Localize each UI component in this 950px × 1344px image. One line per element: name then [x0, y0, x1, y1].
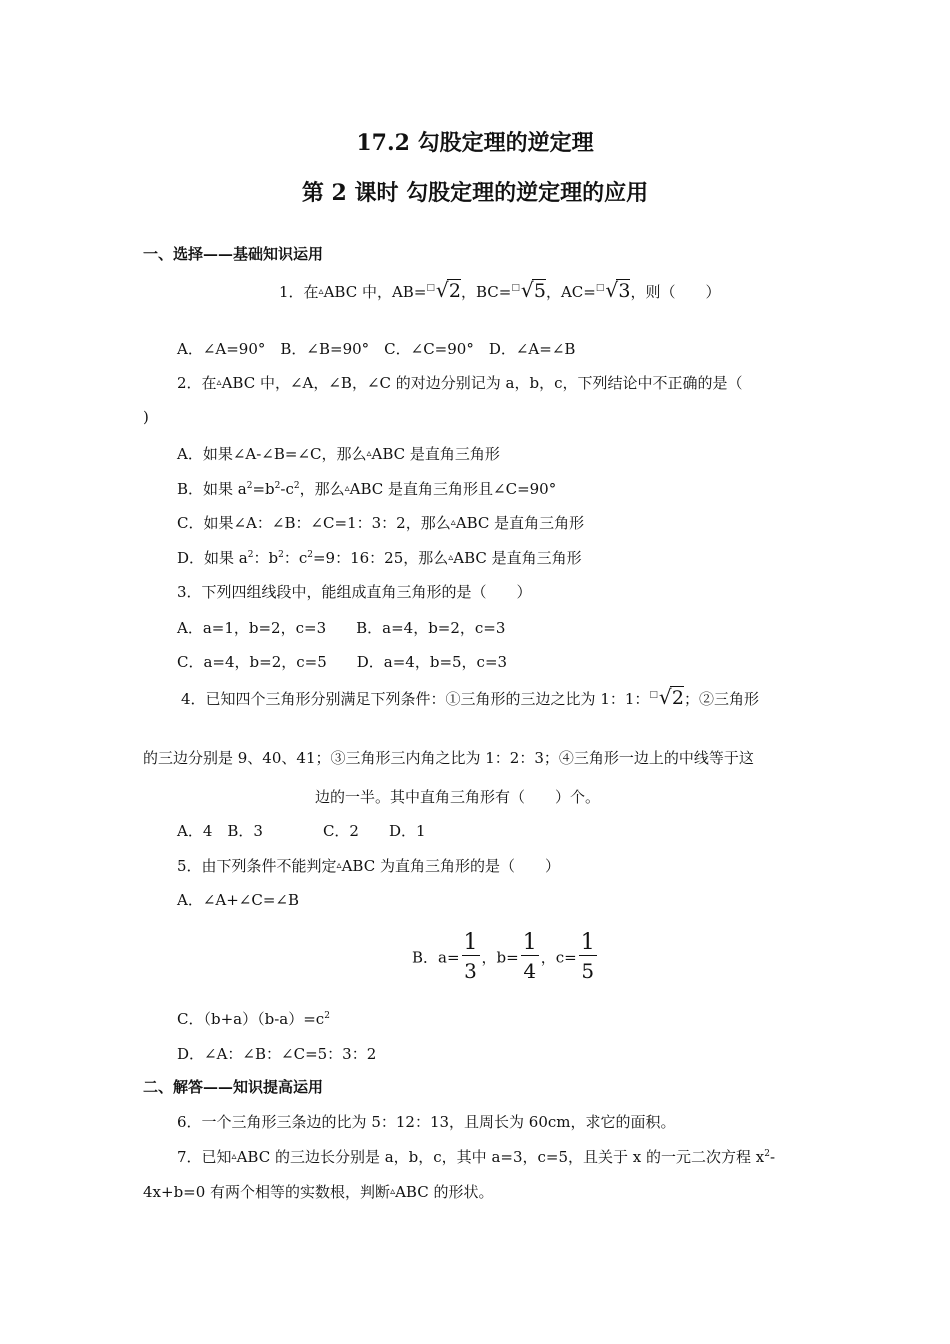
- question-4-line3: 边的一半。其中直角三角形有（ ）个。: [315, 788, 601, 806]
- question-5-option-b: B．a= $\frac{1}{3}$ ，b= $\frac{1}{4}$ ，c= $\frac{1}{5}$: [412, 931, 599, 986]
- triangle-icon: ▵: [231, 1151, 237, 1162]
- question-2-stem-end: ): [143, 408, 149, 426]
- sqrt-3: √ 3: [605, 278, 631, 302]
- question-3-options-row2: C．a=4，b=2，c=5 D．a=4，b=5，c=3: [177, 653, 508, 671]
- sqrt-2: √ 2: [658, 685, 685, 709]
- triangle-icon: ▵: [336, 860, 342, 871]
- question-7-line1: 7．已知▵ABC 的三边长分别是 a，b，c，其中 a=3，c=5，且关于 x 的一元二次方程 $x^2-$: [177, 1148, 776, 1166]
- placeholder-icon: □: [511, 283, 520, 293]
- question-1-options: A．∠A=90° B．∠B=90° C．∠C=90° D．∠A=∠B: [177, 340, 576, 358]
- question-4-options: A．4 B．3 C．2 D．1: [177, 822, 426, 840]
- section-heading-choice: 一、选择——基础知识运用: [143, 245, 324, 263]
- triangle-icon: ▵: [390, 1186, 396, 1197]
- question-6: 6．一个三角形三条边的比为 5：12：13，且周长为 60cm，求它的面积。: [177, 1113, 676, 1131]
- page-title: 17.2 勾股定理的逆定理: [356, 130, 594, 156]
- sqrt-2: √ 2: [435, 278, 461, 302]
- section-heading-solve: 二、解答——知识提高运用: [143, 1078, 324, 1096]
- triangle-icon: ▵: [318, 286, 324, 297]
- question-1-stem: 1．在▵ABC 中，AB=□ √ 2，BC=□ √ 5，AC=□ √ 3，则（ ）: [279, 278, 721, 302]
- question-2-option-c: C．如果∠A：∠B：∠C=1：3：2，那么▵ABC 是直角三角形: [177, 514, 585, 532]
- question-5-option-d: D．∠A：∠B：∠C=5：3：2: [177, 1045, 377, 1063]
- question-2-option-d: D．如果 $a^2$：$b^2$：$c^2=9$：16：25，那么▵ABC 是直角三角形: [177, 549, 582, 567]
- question-3-options-row1: A．a=1，b=2，c=3 B．a=4，b=2，c=3: [177, 619, 506, 637]
- fraction-one-fifth: $\frac{1}{5}$: [580, 930, 595, 983]
- triangle-icon: ▵: [344, 483, 350, 494]
- question-3-stem: 3．下列四组线段中，能组成直角三角形的是（ ）: [177, 583, 532, 601]
- triangle-icon: ▵: [366, 448, 372, 459]
- question-2-option-a: A．如果∠A-∠B=∠C，那么▵ABC 是直角三角形: [177, 445, 500, 463]
- question-5-option-a: A．∠A+∠C=∠B: [177, 891, 300, 909]
- placeholder-icon: □: [595, 283, 605, 293]
- question-5-stem: 5．由下列条件不能判定▵ABC 为直角三角形的是（ ）: [177, 857, 560, 875]
- fraction-one-fourth: $\frac{1}{4}$: [522, 930, 537, 983]
- sqrt-5: √ 5: [520, 278, 546, 302]
- question-5-option-c: C．$(b+a)(b-a)=c^2$: [177, 1010, 330, 1028]
- triangle-icon: ▵: [216, 377, 222, 388]
- triangle-icon: ▵: [448, 552, 454, 563]
- placeholder-icon: □: [649, 690, 658, 700]
- fraction-one-third: $\frac{1}{3}$: [463, 930, 478, 983]
- question-4-line2: 的三边分别是 9、40、41；③三角形三内角之比为 1：2：3；④三角形一边上的中线等于这: [143, 749, 754, 767]
- question-2-stem: 2．在▵ABC 中，∠A，∠B，∠C 的对边分别记为 a，b，c，下列结论中不正确的是（: [177, 374, 743, 392]
- question-4-line1: 4．已知四个三角形分别满足下列条件：①三角形的三边之比为 1：1：□ √ 2；②三角形: [181, 685, 760, 709]
- page-subtitle: 第 2 课时 勾股定理的逆定理的应用: [301, 180, 649, 206]
- triangle-icon: ▵: [450, 517, 456, 528]
- question-7-line2: 4x+b=0 有两个相等的实数根，判断▵ABC 的形状。: [143, 1183, 494, 1201]
- question-2-option-b: B．如果 $a^2=b^2-c^2$，那么▵ABC 是直角三角形且∠C=90°: [177, 480, 557, 498]
- placeholder-icon: □: [426, 283, 435, 293]
